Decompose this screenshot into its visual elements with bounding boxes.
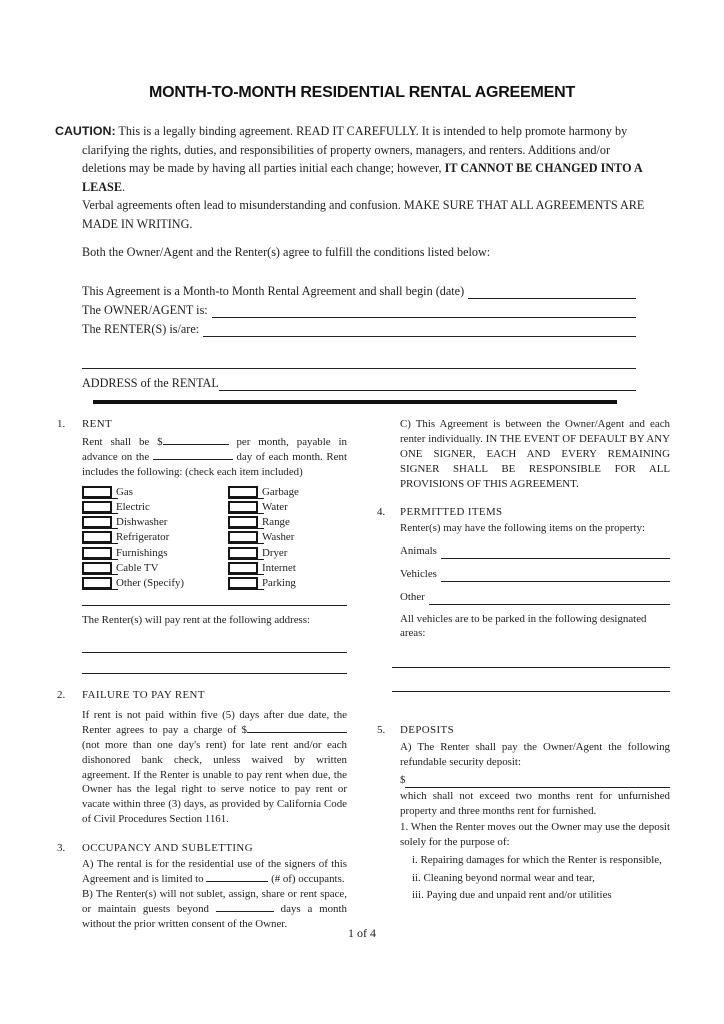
- late-charge-label: If rent is not paid within five (5) days after due date, the Renter agrees to pay a charge of $: [82, 708, 347, 736]
- page-title: MONTH-TO-MONTH RESIDENTIAL RENTAL AGREEMENT: [148, 84, 576, 101]
- section-number: 2.: [57, 689, 66, 701]
- checkbox-water[interactable]: [228, 501, 264, 514]
- checkbox-refrigerator[interactable]: [82, 531, 118, 544]
- pay-address-label: The Renter(s) will pay rent at the following address:: [82, 614, 311, 627]
- section-failure-to-pay: [57, 688, 347, 827]
- checklist-item-water: [228, 500, 347, 515]
- animals-row: [400, 536, 670, 559]
- occupants-suffix-text: (# of) occupants.: [271, 872, 345, 885]
- vehicles-blank[interactable]: [441, 570, 670, 582]
- checkbox-range[interactable]: [228, 516, 264, 529]
- occupants-count-blank[interactable]: [206, 872, 268, 882]
- use-item-numeral: ii.: [412, 871, 421, 884]
- occupancy-clause-b: [82, 887, 347, 932]
- use-item-text: Cleaning beyond normal wear and tear,: [423, 871, 595, 884]
- other-items-blank[interactable]: [429, 593, 670, 605]
- section-rent: [57, 417, 347, 674]
- section-divider: [93, 400, 617, 404]
- guest-days-label: B) The Renter(s) will not sublet, assign, share or rent space, or maintain guests beyond: [82, 887, 347, 915]
- section-title: OCCUPANCY AND SUBLETTING: [82, 842, 253, 855]
- checkbox-furnishings[interactable]: [82, 547, 118, 560]
- deposit-use-item: [406, 871, 670, 886]
- checklist-item-dishwasher: [82, 515, 228, 530]
- checkbox-dishwasher[interactable]: [82, 516, 118, 529]
- begin-date-blank[interactable]: [468, 286, 636, 299]
- section-permitted-items: [377, 505, 670, 693]
- checkbox-label: Washer: [262, 531, 295, 544]
- renters-extra-blank[interactable]: [82, 356, 636, 369]
- checklist-item-electric: [82, 500, 228, 515]
- body-columns: [57, 417, 677, 931]
- other-items-label: Other: [400, 590, 425, 603]
- section-number: 3.: [57, 842, 66, 855]
- failure-terms-text: (not more than one day's rent) for late rent and/or each dishonored bank check, unless waived by written agreement. If the Renter is unable to pay rent when due, the Owner has the legal right to serve notice to pay rent or vacate within three (3) days, as provided by California Code of Civil Procedures Section 1161.: [82, 738, 347, 826]
- caution-block: [55, 122, 654, 234]
- checklist-item-range: [228, 515, 347, 530]
- caution-period: .: [121, 179, 126, 194]
- rent-due-day-blank[interactable]: [153, 450, 233, 460]
- rent-amount-blank[interactable]: [163, 435, 229, 445]
- rent-due-day-label: per month, payable in advance on the: [82, 436, 347, 463]
- deposit-use-item: [406, 888, 670, 903]
- use-item-numeral: iii.: [412, 889, 424, 902]
- permitted-intro-text: Renter(s) may have the following items on the property:: [400, 521, 645, 534]
- renters-blank[interactable]: [203, 324, 636, 337]
- section-deposits: [377, 723, 670, 903]
- section-rent-heading: [57, 417, 347, 432]
- rental-address-label: ADDRESS of the RENTAL: [82, 376, 219, 391]
- caution-text: This is a legally binding agreement. READ IT CAREFULLY. It is intended to help promote harmony by clarifying the rights, duties, and responsibilities of property owners, managers, and renters. Additions and/or deletions may be made by having all parties initial each change; however,: [82, 124, 628, 176]
- checklist-item-garbage: [228, 485, 347, 500]
- rent-amount-label: Rent shall be $: [82, 436, 163, 449]
- owner-agent-label: The OWNER/AGENT is:: [82, 303, 208, 318]
- checkbox-label: Refrigerator: [116, 531, 170, 544]
- rental-address-blank[interactable]: [219, 378, 636, 391]
- owner-agent-row: [82, 299, 636, 318]
- caution-paragraph: [55, 122, 654, 196]
- parking-area-blank-1[interactable]: [392, 667, 670, 668]
- caution-bold-clause: IT CANNOT BE CHANGED INTO A LEASE: [82, 161, 643, 194]
- use-item-text: Paying due and unpaid rent and/or utilities: [426, 889, 612, 902]
- parking-area-blank-2[interactable]: [392, 691, 670, 692]
- pay-address-blank-1[interactable]: [82, 652, 347, 653]
- joint-liability-text: C) This Agreement is between the Owner/Agent and each renter individually. IN THE EVENT OF DEFAULT BY ANY ONE SIGNER, EACH AND EVERY REMAINING SIGNER SHALL BE RESPONSIBLE FOR ALL PROVISIONS OF THIS AGREEMENT.: [400, 418, 670, 490]
- section-title: PERMITTED ITEMS: [400, 505, 503, 518]
- checkbox-label: Range: [262, 516, 290, 529]
- section-deposits-body: [400, 740, 670, 903]
- checkbox-cable-tv[interactable]: [82, 562, 118, 575]
- checklist-item-other: [82, 576, 228, 591]
- caution-paragraph-2: Verbal agreements often lead to misunderstanding and confusion. MAKE SURE THAT ALL AGREEMENTS ARE MADE IN WRITING.: [82, 198, 645, 231]
- section-title: DEPOSITS: [400, 724, 455, 737]
- guest-days-blank[interactable]: [216, 902, 274, 912]
- animals-blank[interactable]: [441, 547, 670, 559]
- checkbox-label: Other (Specify): [116, 577, 185, 590]
- renters-extra-row: [82, 350, 636, 369]
- caution-label: CAUTION:: [55, 124, 116, 138]
- checklist-item-gas: [82, 485, 228, 500]
- rent-includes-label: day of each month. Rent includes the following: (check each item included): [82, 450, 347, 478]
- checklist-item-parking: [228, 576, 347, 591]
- owner-agent-blank[interactable]: [212, 305, 636, 318]
- begin-date-row: [82, 280, 636, 299]
- section-number: 1.: [57, 418, 66, 431]
- section-number: 4.: [377, 505, 386, 518]
- checkbox-label: Dryer: [262, 546, 288, 559]
- checkbox-label: Dishwasher: [116, 516, 168, 529]
- section-deposits-heading: [377, 723, 670, 738]
- checkbox-label: Parking: [262, 577, 296, 590]
- guest-days-suffix-text: days a month without the prior written consent of the Owner.: [82, 902, 347, 930]
- checkbox-washer[interactable]: [228, 531, 264, 544]
- checkbox-label: Furnishings: [116, 546, 168, 559]
- right-column: [377, 417, 670, 931]
- renters-label: The RENTER(S) is/are:: [82, 322, 200, 337]
- deposit-clause-a: A) The Renter shall pay the Owner/Agent the following refundable security deposit:: [400, 741, 670, 769]
- section-permitted-heading: [377, 505, 670, 520]
- occupants-count-label: A) The rental is for the residential use of the signers of this Agreement and is limited to: [82, 858, 347, 885]
- deposit-use-text: 1. When the Renter moves out the Owner may use the deposit solely for the purpose of:: [400, 820, 670, 848]
- checkbox-label: Water: [262, 501, 288, 514]
- deposit-uses-list: [406, 853, 670, 904]
- checklist-item-washer: [228, 530, 347, 545]
- checklist-item-cable-tv: [82, 561, 228, 576]
- animals-label: Animals: [400, 544, 437, 557]
- page-number: 1 of 4: [348, 926, 376, 940]
- checklist-item-refrigerator: [82, 530, 228, 545]
- checklist-item-furnishings: [82, 546, 228, 561]
- begin-date-label: This Agreement is a Month-to Month Rental Agreement and shall begin (date): [82, 284, 465, 299]
- section-occupancy-heading: [57, 841, 347, 856]
- renters-row: [82, 318, 636, 337]
- checkbox-label: Gas: [116, 485, 133, 498]
- section-rent-body: [82, 435, 347, 674]
- use-item-text: Repairing damages for which the Renter is responsible,: [420, 853, 662, 866]
- vehicles-row: [400, 559, 670, 582]
- checkbox-label: Garbage: [262, 485, 299, 498]
- agreement-intro-line: Both the Owner/Agent and the Renter(s) agree to fulfill the conditions listed below:: [82, 244, 491, 259]
- checklist-item-internet: [228, 561, 347, 576]
- section-failure-heading: [57, 688, 347, 703]
- deposit-currency-label: $: [400, 774, 406, 787]
- late-charge-blank[interactable]: [247, 723, 347, 733]
- checkbox-label: Electric: [116, 501, 150, 514]
- checkbox-gas[interactable]: [82, 486, 118, 499]
- section-occupancy-body: [82, 857, 347, 932]
- checkbox-internet[interactable]: [228, 562, 264, 575]
- section-occupancy: [57, 841, 347, 931]
- section-title: FAILURE TO PAY RENT: [82, 689, 205, 701]
- checklist-item-dryer: [228, 546, 347, 561]
- checkbox-other-specify[interactable]: [82, 577, 118, 590]
- other-items-row: [400, 582, 670, 605]
- section-title: RENT: [82, 418, 113, 431]
- rental-address-row: [82, 372, 636, 391]
- failure-paragraph: [82, 708, 347, 827]
- checkbox-label: Internet: [262, 561, 296, 574]
- occupancy-clause-a: [82, 857, 347, 887]
- rent-includes-checklist: [82, 485, 347, 591]
- parking-note-text: All vehicles are to be parked in the following designated areas:: [400, 612, 647, 640]
- other-specify-blank[interactable]: [82, 605, 347, 606]
- checkbox-parking[interactable]: [228, 577, 264, 590]
- checkbox-garbage[interactable]: [228, 486, 264, 499]
- use-item-numeral: i.: [412, 853, 418, 866]
- section-failure-body: [82, 708, 347, 827]
- pay-address-blank-2[interactable]: [82, 673, 347, 674]
- section-permitted-body: [400, 521, 670, 693]
- intro-fields: [82, 280, 636, 391]
- deposit-use-item: [406, 853, 670, 868]
- rent-terms-paragraph: [82, 435, 347, 480]
- deposit-amount-blank[interactable]: [405, 776, 670, 788]
- vehicles-label: Vehicles: [400, 567, 437, 580]
- section-number: 5.: [377, 724, 386, 737]
- checkbox-label: Cable TV: [116, 561, 159, 574]
- joint-liability-body: [400, 417, 670, 492]
- checkbox-electric[interactable]: [82, 501, 118, 514]
- clause-joint-liability: [377, 417, 670, 492]
- deposit-amount-row: [400, 772, 670, 788]
- checkbox-dryer[interactable]: [228, 547, 264, 560]
- deposit-limit-text: which shall not exceed two months rent for unfurnished property and three months rent for furnished.: [400, 790, 670, 817]
- left-column: [57, 417, 347, 931]
